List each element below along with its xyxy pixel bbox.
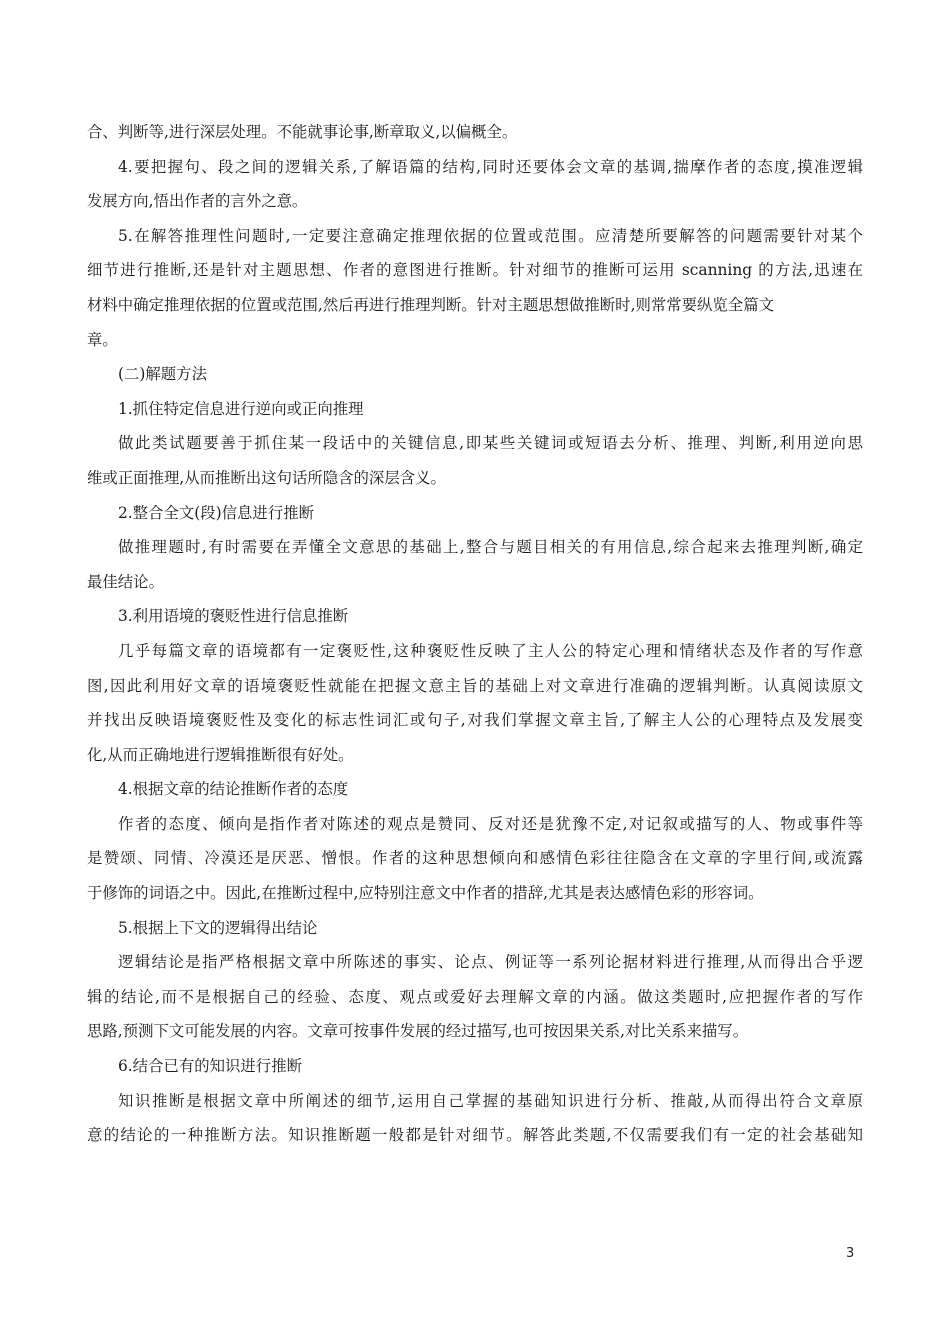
text-line: 逻辑结论是指严格根据文章中所陈述的事实、论点、例证等一系列论据材料进行推理,从而得出合乎逻 bbox=[118, 953, 863, 972]
text-line: 最佳结论。 bbox=[87, 572, 164, 591]
text-line: 做推理题时,有时需要在弄懂全文意思的基础上,整合与题目相关的有用信息,综合起来去推理判断,确定 bbox=[118, 538, 863, 557]
text-line: 做此类试题要善于抓住某一段话中的关键信息,即某些关键词或短语去分析、推理、判断,利用逆向思 bbox=[118, 434, 863, 453]
text-line: 章。 bbox=[87, 330, 118, 349]
text-line: 4.要把握句、段之间的逻辑关系,了解语篇的结构,同时还要体会文章的基调,揣摩作者的态度,摸准逻辑 bbox=[118, 157, 863, 176]
page-number: 3 bbox=[846, 1246, 855, 1261]
text-line: 几乎每篇文章的语境都有一定褒贬性,这种褒贬性反映了主人公的特定心理和情绪状态及作者的写作意 bbox=[118, 641, 863, 660]
text-line: 意的结论的一种推断方法。知识推断题一般都是针对细节。解答此类题,不仅需要我们有一定的社会基础知 bbox=[87, 1126, 863, 1145]
text-line: 并找出反映语境褒贬性及变化的标志性词汇或句子,对我们掌握文章主旨,了解主人公的心理特点及发展变 bbox=[87, 711, 863, 730]
text-line: 发展方向,悟出作者的言外之意。 bbox=[87, 192, 308, 211]
text-line: 5.根据上下文的逻辑得出结论 bbox=[118, 918, 318, 937]
text-line: 维或正面推理,从而推断出这句话所隐含的深层含义。 bbox=[87, 468, 446, 487]
text-line: 知识推断是根据文章中所阐述的细节,运用自己掌握的基础知识进行分析、推敲,从而得出符合文章原 bbox=[118, 1091, 863, 1110]
text-line: 4.根据文章的结论推断作者的态度 bbox=[118, 780, 349, 799]
text-line: 思路,预测下文可能发展的内容。文章可按事件发展的经过描写,也可按因果关系,对比关系来描写。 bbox=[87, 1022, 749, 1041]
text-line: 2.整合全文(段)信息进行推断 bbox=[118, 503, 314, 522]
text-line: (二)解题方法 bbox=[118, 365, 207, 384]
text-line: 3.利用语境的褒贬性进行信息推断 bbox=[118, 607, 349, 626]
text-line: 5.在解答推理性问题时,一定要注意确定推理依据的位置或范围。应清楚所要解答的问题需要针对某个 bbox=[118, 226, 863, 245]
text-line: 于修饰的词语之中。因此,在推断过程中,应特别注意文中作者的措辞,尤其是表达感情色彩的形容词。 bbox=[87, 884, 764, 903]
text-line: 材料中确定推理依据的位置或范围,然后再进行推理判断。针对主题思想做推断时,则常常要纵览全篇文 bbox=[87, 295, 774, 314]
text-line: 6.结合已有的知识进行推断 bbox=[118, 1057, 302, 1076]
text-line: 作者的态度、倾向是指作者对陈述的观点是赞同、反对还是犹豫不定,对记叙或描写的人、物或事件等 bbox=[118, 814, 863, 833]
text-line: 合、判断等,进行深层处理。不能就事论事,断章取义,以偏概全。 bbox=[87, 123, 518, 141]
text-line: 辑的结论,而不是根据自己的经验、态度、观点或爱好去理解文章的内涵。做这类题时,应把握作者的写作 bbox=[87, 987, 863, 1006]
text-line: 1.抓住特定信息进行逆向或正向推理 bbox=[118, 399, 364, 418]
text-line: 化,从而正确地进行逻辑推断很有好处。 bbox=[87, 745, 354, 764]
text-line: 细节进行推断,还是针对主题思想、作者的意图进行推断。针对细节的推断可运用 scanning 的方法,迅速在 bbox=[87, 261, 863, 280]
document-body bbox=[87, 115, 863, 1153]
text-line: 是赞颂、同情、冷漠还是厌恶、憎恨。作者的这种思想倾向和感情色彩往往隐含在文章的字里行间,或流露 bbox=[87, 849, 863, 868]
text-line: 图,因此利用好文章的语境褒贬性就能在把握文意主旨的基础上对文章进行准确的逻辑判断。认真阅读原文 bbox=[87, 676, 863, 695]
